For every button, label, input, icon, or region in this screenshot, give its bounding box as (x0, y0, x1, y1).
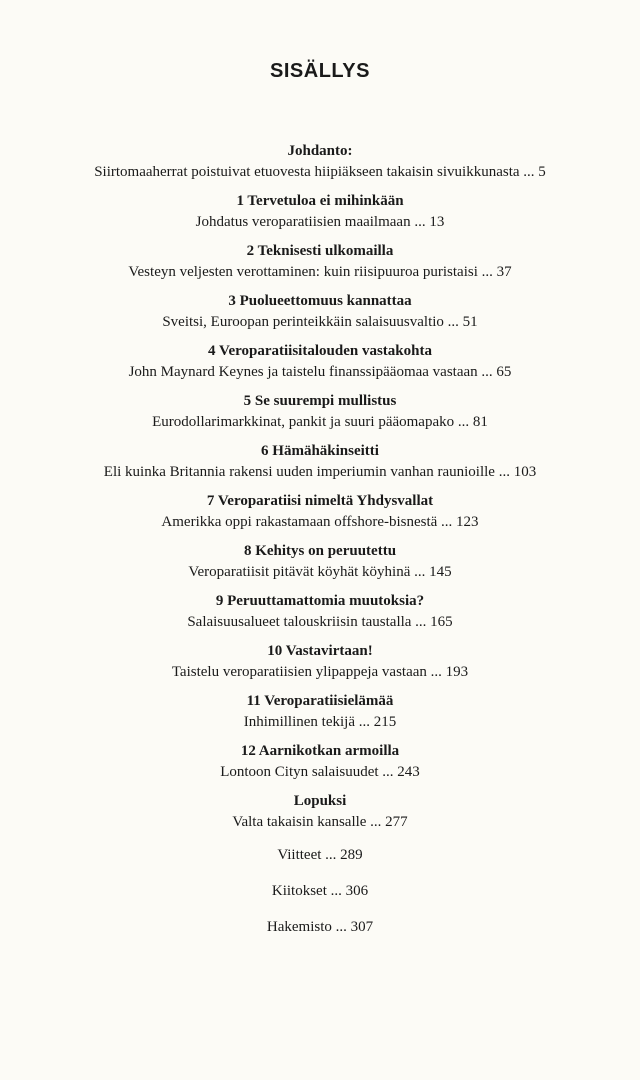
chapter-heading: Lopuksi (293, 793, 347, 809)
toc-entry-introduction (0, 141, 640, 183)
toc-entry-chapter-6 (0, 441, 640, 483)
toc-entry-conclusion (0, 791, 640, 833)
toc-entry-chapter-9 (0, 591, 640, 633)
chapter-subtitle: Valta takaisin kansalle ... 277 (232, 814, 408, 830)
chapter-subtitle: Johdatus veroparatiisien maailmaan ... 13 (195, 214, 445, 230)
toc-entry-chapter-5 (0, 391, 640, 433)
chapter-subtitle: Eurodollarimarkkinat, pankit ja suuri pääomapako ... 81 (152, 414, 488, 430)
chapter-heading: 10 Vastavirtaan! (267, 643, 373, 659)
toc-entry-chapter-1 (0, 191, 640, 233)
chapter-heading: 5 Se suurempi mullistus (243, 393, 397, 409)
chapter-subtitle: Inhimillinen tekijä ... 215 (243, 714, 397, 730)
chapter-subtitle: Lontoon Cityn salaisuudet ... 243 (220, 764, 420, 780)
table-of-contents (0, 141, 640, 953)
chapter-heading: Johdanto: (287, 143, 353, 159)
toc-entry-chapter-3 (0, 291, 640, 333)
chapter-subtitle: Sveitsi, Euroopan perinteikkäin salaisuusvaltio ... 51 (162, 314, 478, 330)
chapter-heading: 8 Kehitys on peruutettu (243, 543, 397, 559)
toc-entry-chapter-2 (0, 241, 640, 283)
chapter-heading: 7 Veroparatiisi nimeltä Yhdysvallat (206, 493, 434, 509)
chapter-heading: 1 Tervetuloa ei mihinkään (236, 193, 404, 209)
chapter-subtitle: John Maynard Keynes ja taistelu finanssipääomaa vastaan ... 65 (128, 364, 512, 380)
chapter-heading: 2 Teknisesti ulkomailla (246, 243, 394, 259)
toc-entry-acknowledgements: Kiitokset ... 306 (271, 883, 369, 899)
chapter-subtitle: Amerikka oppi rakastamaan offshore-bisnestä ... 123 (161, 514, 479, 530)
toc-entry-chapter-12 (0, 741, 640, 783)
chapter-heading: 12 Aarnikotkan armoilla (240, 743, 400, 759)
toc-entry-chapter-11 (0, 691, 640, 733)
chapter-subtitle: Salaisuusalueet talouskriisin taustalla ... 165 (187, 614, 453, 630)
toc-entry-index: Hakemisto ... 307 (266, 919, 374, 935)
chapter-subtitle: Vesteyn veljesten verottaminen: kuin riisipuuroa puristaisi ... 37 (128, 264, 512, 280)
chapter-subtitle: Siirtomaaherrat poistuivat etuovesta hiipiäkseen takaisin sivuikkunasta ... 5 (94, 164, 546, 180)
toc-entry-chapter-4 (0, 341, 640, 383)
chapter-subtitle: Eli kuinka Britannia rakensi uuden imperiumin vanhan raunioille ... 103 (103, 464, 537, 480)
toc-entry-notes: Viitteet ... 289 (277, 847, 363, 863)
toc-entry-chapter-10 (0, 641, 640, 683)
chapter-subtitle: Taistelu veroparatiisien ylipappeja vastaan ... 193 (171, 664, 469, 680)
chapter-heading: 9 Peruuttamattomia muutoksia? (215, 593, 425, 609)
chapter-subtitle: Veroparatiisit pitävät köyhät köyhinä ... 145 (188, 564, 452, 580)
chapter-heading: 4 Veroparatiisitalouden vastakohta (208, 343, 432, 359)
page-title: SISÄLLYS (270, 60, 370, 82)
chapter-heading: 6 Hämähäkinseitti (261, 443, 379, 459)
chapter-heading: 3 Puolueettomuus kannattaa (228, 293, 412, 309)
toc-entry-chapter-8 (0, 541, 640, 583)
toc-entry-chapter-7 (0, 491, 640, 533)
chapter-heading: 11 Veroparatiisielämää (246, 693, 394, 709)
